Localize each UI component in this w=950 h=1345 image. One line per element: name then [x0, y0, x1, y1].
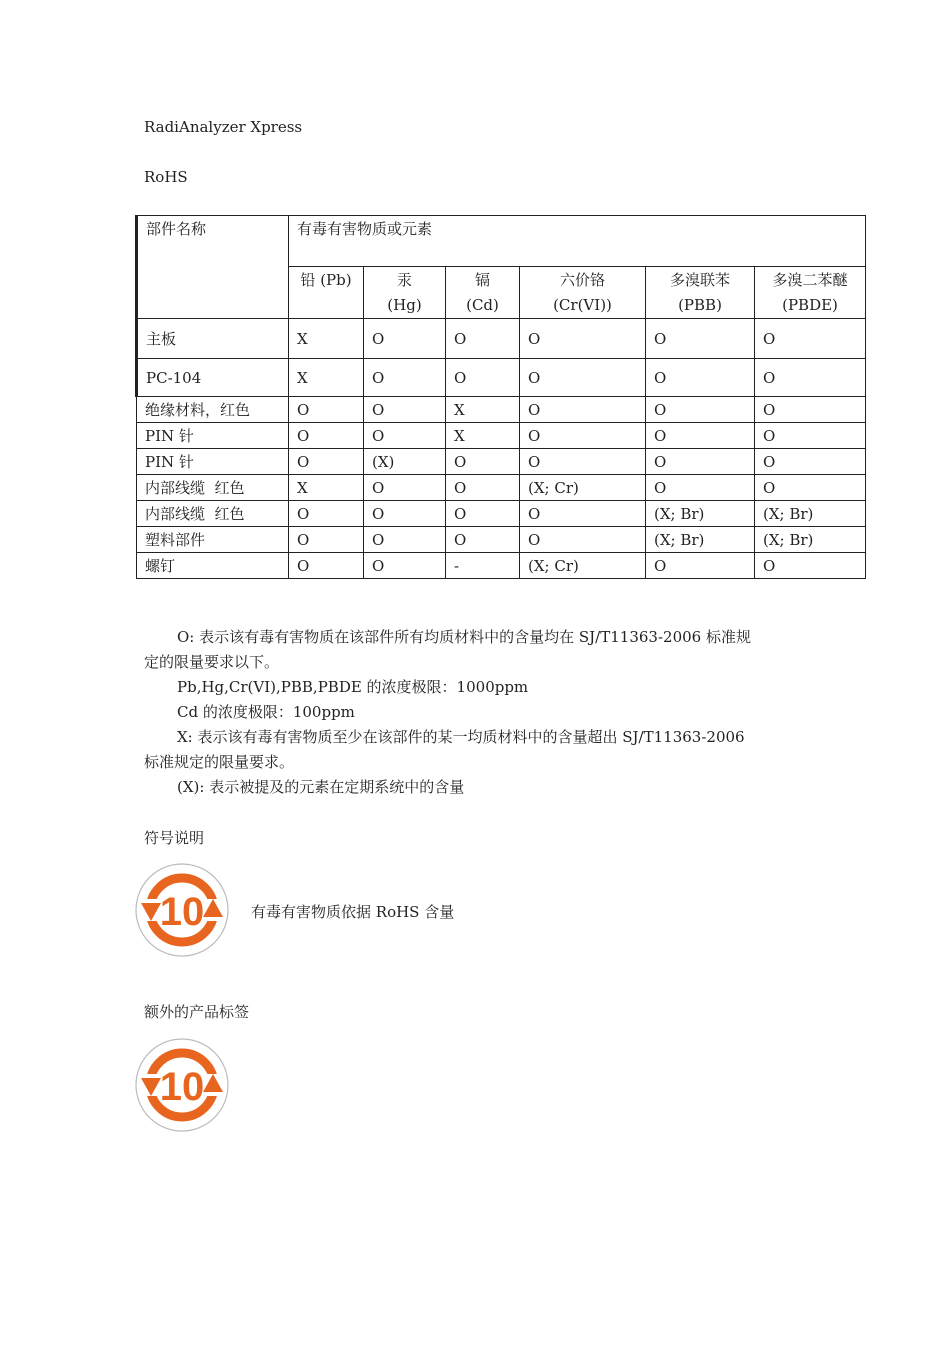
- value-cell: O: [646, 397, 755, 423]
- substance-header-crvi: 六价铬 (Cr(VI)): [520, 267, 646, 319]
- part-name-cell: PC-104: [137, 359, 289, 397]
- value-cell: X: [446, 423, 520, 449]
- value-cell: O: [646, 553, 755, 579]
- rohs-10-logo: [135, 863, 229, 957]
- value-cell: O: [364, 501, 446, 527]
- table-body: [137, 319, 866, 579]
- value-cell: O: [520, 359, 646, 397]
- symbols-heading: 符号说明: [144, 829, 205, 847]
- value-cell: O: [646, 423, 755, 449]
- value-cell: X: [289, 319, 364, 359]
- spread-name: 六价铬: [559, 270, 606, 289]
- table-row: [137, 501, 866, 527]
- part-name-cell: 内部线缆 红色: [137, 475, 289, 501]
- table-row: [137, 553, 866, 579]
- part-name-cell: 主板: [137, 319, 289, 359]
- value-cell: O: [446, 527, 520, 553]
- value-cell: O: [289, 553, 364, 579]
- logo-number: 10: [159, 1065, 205, 1109]
- value-cell: O: [289, 397, 364, 423]
- value-cell: O: [364, 527, 446, 553]
- value-cell: O: [755, 319, 866, 359]
- value-cell: O: [364, 359, 446, 397]
- spread-name: 多溴二苯醚: [772, 270, 848, 289]
- value-cell: (X; Br): [646, 501, 755, 527]
- value-cell: -: [446, 553, 520, 579]
- value-cell: X: [289, 359, 364, 397]
- notes: [144, 625, 824, 800]
- value-cell: O: [364, 423, 446, 449]
- value-cell: O: [646, 449, 755, 475]
- value-cell: O: [446, 359, 520, 397]
- substance-header-hg: 汞 (Hg): [364, 267, 446, 319]
- substance-header-pbde: 多溴二苯醚 (PBDE): [755, 267, 866, 319]
- note-limit2: Cd 的浓度极限：100ppm: [177, 703, 355, 721]
- value-cell: O: [446, 319, 520, 359]
- value-cell: (X; Br): [755, 501, 866, 527]
- value-cell: O: [646, 475, 755, 501]
- note-xp-line: (X): 表示被提及的元素在定期系统中的含量: [177, 778, 465, 796]
- value-cell: O: [646, 319, 755, 359]
- value-cell: O: [289, 449, 364, 475]
- substance-header-pb: 铅 (Pb): [289, 267, 364, 319]
- value-cell: (X; Cr): [520, 553, 646, 579]
- value-cell: O: [364, 553, 446, 579]
- value-cell: O: [520, 501, 646, 527]
- value-cell: (X; Br): [755, 527, 866, 553]
- value-cell: O: [520, 423, 646, 449]
- table-row: [137, 397, 866, 423]
- table-row: [137, 359, 866, 397]
- rohs-10-logo-extra: [135, 1038, 229, 1132]
- table-row: [137, 527, 866, 553]
- value-cell: O: [520, 449, 646, 475]
- value-cell: O: [520, 397, 646, 423]
- value-cell: O: [289, 527, 364, 553]
- note-x-line2: 标准规定的限量要求。: [144, 753, 295, 771]
- note-x-line1: X: 表示该有毒有害物质至少在该部件的某一均质材料中的含量超出 SJ/T11363-2006: [177, 728, 745, 746]
- value-cell: O: [520, 319, 646, 359]
- value-cell: X: [289, 475, 364, 501]
- substances-group-header: 有毒有害物质或元素: [289, 216, 866, 267]
- substance-header-cd: 镉 (Cd): [446, 267, 520, 319]
- value-cell: O: [364, 319, 446, 359]
- value-cell: O: [755, 423, 866, 449]
- value-cell: (X; Cr): [520, 475, 646, 501]
- spread-name: 多溴联苯: [669, 270, 731, 289]
- table-row: [137, 319, 866, 359]
- value-cell: O: [755, 449, 866, 475]
- value-cell: O: [755, 397, 866, 423]
- value-cell: O: [289, 423, 364, 449]
- value-cell: O: [446, 449, 520, 475]
- value-cell: O: [755, 359, 866, 397]
- table-row: [137, 449, 866, 475]
- value-cell: O: [289, 501, 364, 527]
- value-cell: (X; Br): [646, 527, 755, 553]
- note-o-line1: O: 表示该有毒有害物质在该部件所有均质材料中的含量均在 SJ/T11363-2006 标准规: [177, 628, 751, 646]
- part-name-cell: 螺钉: [137, 553, 289, 579]
- value-cell: O: [520, 527, 646, 553]
- value-cell: (X): [364, 449, 446, 475]
- part-name-cell: PIN 针: [137, 423, 289, 449]
- part-name-cell: 绝缘材料，红色: [137, 397, 289, 423]
- value-cell: O: [446, 501, 520, 527]
- value-cell: O: [364, 397, 446, 423]
- value-cell: O: [646, 359, 755, 397]
- value-cell: O: [755, 475, 866, 501]
- part-name-cell: 内部线缆 红色: [137, 501, 289, 527]
- table-row: [137, 475, 866, 501]
- value-cell: O: [364, 475, 446, 501]
- product-name: RadiAnalyzer Xpress: [144, 118, 303, 136]
- note-limit1: Pb,Hg,Cr(VI),PBB,PBDE 的浓度极限：1000ppm: [177, 678, 529, 696]
- extra-label-heading: 额外的产品标签: [144, 1003, 250, 1021]
- substance-header-pbb: 多溴联苯 (PBB): [646, 267, 755, 319]
- logo-caption: 有毒有害物质依据 RoHS 含量: [251, 903, 455, 921]
- part-name-cell: 塑料部件: [137, 527, 289, 553]
- standard-label: RoHS: [144, 168, 188, 186]
- note-o-line2: 定的限量要求以下。: [144, 653, 280, 671]
- part-name-cell: PIN 针: [137, 449, 289, 475]
- value-cell: O: [755, 553, 866, 579]
- rohs-table: [135, 215, 866, 579]
- value-cell: O: [446, 475, 520, 501]
- table-row: [137, 423, 866, 449]
- part-name-header: 部件名称: [137, 216, 289, 319]
- value-cell: X: [446, 397, 520, 423]
- logo-number: 10: [159, 890, 205, 934]
